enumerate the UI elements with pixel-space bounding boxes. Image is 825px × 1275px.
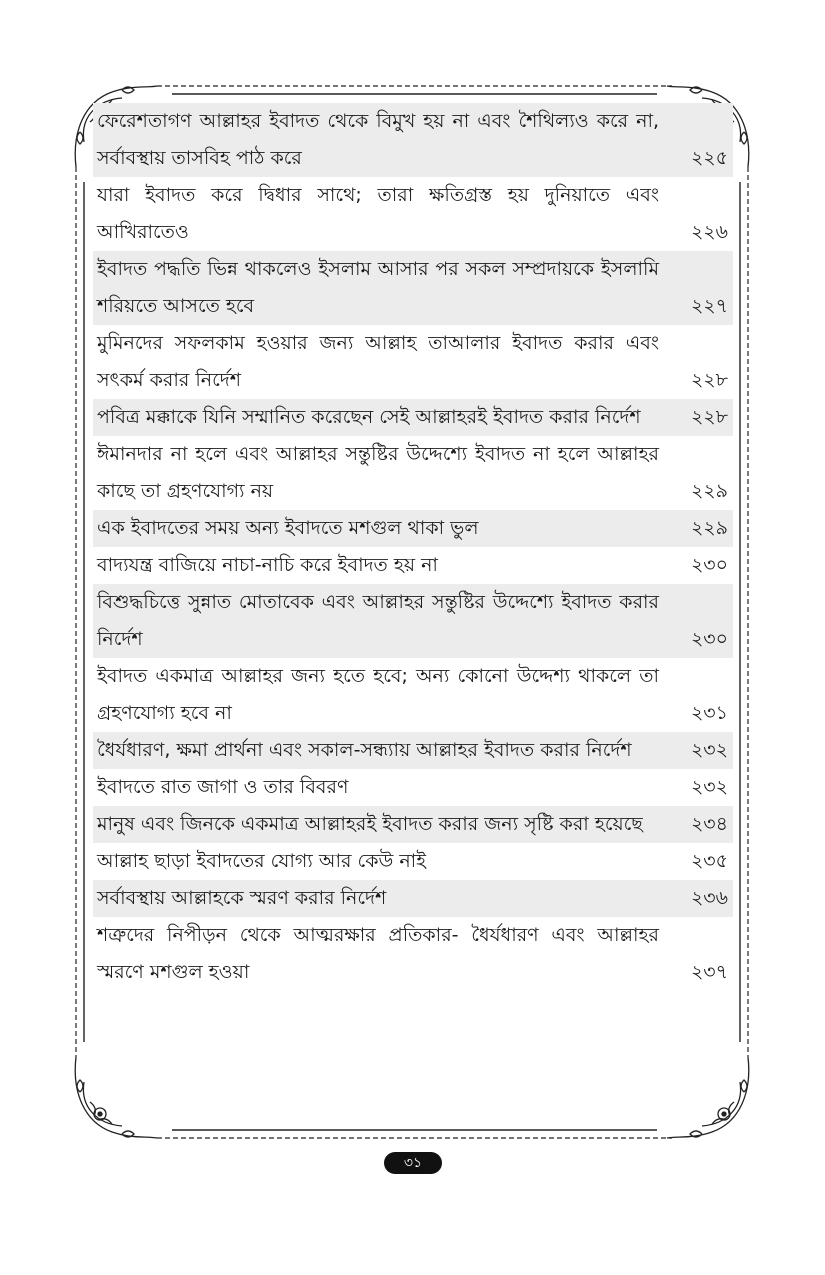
toc-entry [93,880,733,917]
toc-entry [93,658,733,732]
toc-entry [93,806,733,843]
toc-entry-title: ধৈর্যধারণ, ক্ষমা প্রার্থনা এবং সকাল-সন্ধ্যায় আল্লাহর ইবাদত করার নির্দেশ [97,739,632,761]
toc-entry-title: যারা ইবাদত করে দ্বিধার সাথে; তারা ক্ষতিগ্রস্ত হয় দুনিয়াতে এবং আখিরাতেও [97,184,659,243]
toc-entry-title: বিশুদ্ধচিত্তে সুন্নাত মোতাবেক এবং আল্লাহর সন্তুষ্টির উদ্দেশ্যে ইবাদত করার নির্দেশ [97,591,659,650]
toc-entry-title: পবিত্র মক্কাকে যিনি সম্মানিত করেছেন সেই আল্লাহরই ইবাদত করার নির্দেশ [97,406,641,428]
toc-entry-page: ২৩০ [690,628,728,650]
toc-entry-page: ২২৮ [690,406,728,428]
page-number: ৩১ [384,1152,442,1174]
toc-entry-page: ২৩৪ [690,813,728,835]
toc-entry-title: সর্বাবস্থায় আল্লাহকে স্মরণ করার নির্দেশ [97,887,387,909]
toc-entry-page: ২২৯ [690,480,728,502]
toc-entry-page: ২২৮ [690,369,728,391]
toc-entry [93,769,733,806]
toc-entry-title: ইবাদত পদ্ধতি ভিন্ন থাকলেও ইসলাম আসার পর সকল সম্প্রদায়কে ইসলামি শরিয়তে আসতে হবে [97,258,659,317]
toc-entry-title: আল্লাহ ছাড়া ইবাদতের যোগ্য আর কেউ নাই [97,850,427,872]
toc-entry-page: ২৩০ [690,554,728,576]
toc-entry-title: ইবাদতে রাত জাগা ও তার বিবরণ [97,776,349,798]
toc-entry-page: ২৩২ [690,739,728,761]
toc-entry [93,732,733,769]
toc-entry-title: বাদ্যযন্ত্র বাজিয়ে নাচা-নাচি করে ইবাদত হয় না [97,554,438,576]
toc-entry-page: ২২৫ [690,147,728,169]
toc-entry-page: ২৩১ [690,702,728,724]
toc-entry [93,510,733,547]
toc-entry [93,584,733,658]
toc-entry [93,103,733,177]
toc-entry-title: এক ইবাদতের সময় অন্য ইবাদতে মশগুল থাকা ভুল [97,517,479,539]
toc-entry [93,436,733,510]
toc-entry-title: ঈমানদার না হলে এবং আল্লাহর সন্তুষ্টির উদ্দেশ্যে ইবাদত না হলে আল্লাহর কাছে তা গ্রহণযোগ্য নয় [97,443,659,502]
toc-entry-title: মুমিনদের সফলকাম হওয়ার জন্য আল্লাহ তাআলার ইবাদত করার এবং সৎকর্ম করার নির্দেশ [97,332,659,391]
toc-entry [93,843,733,880]
toc-entry [93,917,733,991]
toc-entry [93,251,733,325]
toc-entry-title: ফেরেশতাগণ আল্লাহর ইবাদত থেকে বিমুখ হয় না এবং শৈথিল্যও করে না, সর্বাবস্থায় তাসবিহ পাঠ করে [97,110,659,169]
toc-entry-title: মানুষ এবং জিনকে একমাত্র আল্লাহরই ইবাদত করার জন্য সৃষ্টি করা হয়েছে [97,813,643,835]
toc-entry [93,547,733,584]
toc-entry-page: ২৩২ [690,776,728,798]
toc-entry-page: ২২৯ [690,517,728,539]
table-of-contents [93,103,733,991]
toc-entry-title: ইবাদত একমাত্র আল্লাহর জন্য হতে হবে; অন্য কোনো উদ্দেশ্য থাকলে তা গ্রহণযোগ্য হবে না [97,665,659,724]
toc-entry-page: ২২৬ [690,221,728,243]
toc-entry-page: ২৩৬ [690,887,728,909]
toc-entry [93,399,733,436]
toc-entry-title: শত্রুদের নিপীড়ন থেকে আত্মরক্ষার প্রতিকার- ধৈর্যধারণ এবং আল্লাহর স্মরণে মশগুল হওয়া [97,924,659,983]
toc-entry [93,177,733,251]
toc-entry-page: ২৩৫ [690,850,728,872]
toc-entry-page: ২২৭ [690,295,728,317]
toc-entry [93,325,733,399]
toc-entry-page: ২৩৭ [690,961,728,983]
